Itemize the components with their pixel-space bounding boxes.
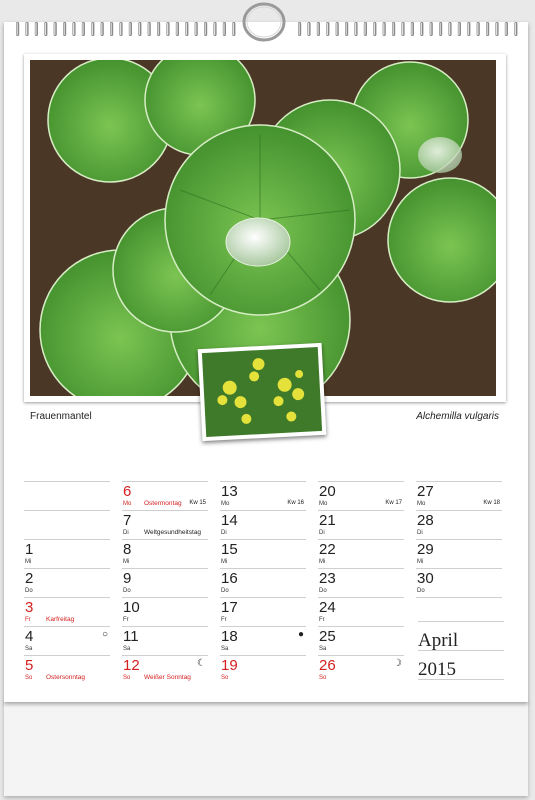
weekday-abbrev: Fr (123, 617, 129, 623)
calendar-week-label: Kw 18 (483, 500, 500, 506)
weekday-abbrev: Do (123, 588, 131, 594)
spiral-ring-highlight (355, 23, 356, 35)
calendar-day-cell (318, 655, 404, 685)
calendar-day-cell (220, 510, 306, 540)
calendar-week-label: Kw 15 (189, 500, 206, 506)
day-number: 21 (319, 512, 336, 529)
spiral-ring-highlight (374, 23, 375, 35)
calendar-day-cell (318, 510, 404, 540)
moon-new-icon: ● (297, 629, 304, 640)
day-number: 6 (123, 483, 132, 500)
day-number: 16 (221, 570, 238, 587)
calendar-day-cell (24, 539, 110, 569)
weekday-abbrev: Mo (221, 501, 230, 507)
weekday-abbrev: Di (221, 530, 227, 536)
spiral-ring-highlight (364, 23, 365, 35)
day-number: 15 (221, 541, 238, 558)
calendar-day-cell (24, 568, 110, 598)
day-number: 28 (417, 512, 434, 529)
weekday-abbrev: Mi (221, 559, 228, 565)
photo-caption-latin-name: Alchemilla vulgaris (416, 411, 499, 422)
spiral-ring-highlight (195, 23, 196, 35)
spiral-ring-highlight (327, 23, 328, 35)
calendar-day-cell (220, 481, 306, 511)
holiday-label: Ostersonntag (46, 674, 86, 681)
inset-flower-photo (198, 343, 327, 441)
day-number: 13 (221, 483, 238, 500)
spiral-ring-highlight (26, 23, 27, 35)
calendar-day-cell (318, 568, 404, 598)
holiday-label: Karfreitag (46, 616, 75, 623)
calendar-day-cell (416, 568, 502, 598)
day-number: 5 (25, 657, 34, 674)
weekday-abbrev: Mi (25, 559, 32, 565)
month-label: April (418, 630, 459, 651)
weekday-abbrev: So (25, 675, 33, 681)
day-number: 19 (221, 657, 238, 674)
calendar-day-cell (220, 539, 306, 569)
weekday-abbrev: Fr (221, 617, 227, 623)
day-number: 23 (319, 570, 336, 587)
weekday-abbrev: Do (25, 588, 33, 594)
spiral-ring-highlight (383, 23, 384, 35)
spiral-ring-highlight (214, 23, 215, 35)
spiral-ring-highlight (223, 23, 224, 35)
spiral-ring-highlight (449, 23, 450, 35)
spiral-ring-highlight (158, 23, 159, 35)
spiral-ring-highlight (505, 23, 506, 35)
spiral-ring-highlight (186, 23, 187, 35)
weekday-abbrev: Mo (123, 501, 132, 507)
spiral-ring-highlight (308, 23, 309, 35)
spiral-ring-highlight (120, 23, 121, 35)
weekday-abbrev: Di (319, 530, 325, 536)
calendar-day-cell (220, 655, 306, 685)
calendar-day-cell (318, 597, 404, 627)
calendar-day-cell (122, 510, 208, 540)
weekday-abbrev: Mo (417, 501, 426, 507)
weekday-abbrev: Do (417, 588, 425, 594)
spiral-ring-highlight (393, 23, 394, 35)
calendar-day-cell (122, 481, 208, 511)
weekday-abbrev: Do (221, 588, 229, 594)
day-number: 17 (221, 599, 238, 616)
spiral-ring-highlight (17, 23, 18, 35)
day-number: 10 (123, 599, 140, 616)
calendar-blank-cell (24, 510, 110, 540)
hanger-hook (240, 0, 288, 44)
calendar-day-cell (24, 626, 110, 656)
photo-caption-common-name: Frauenmantel (30, 411, 92, 422)
spiral-ring-highlight (73, 23, 74, 35)
day-number: 4 (25, 628, 34, 645)
calendar-day-cell (24, 597, 110, 627)
spiral-ring-highlight (421, 23, 422, 35)
day-number: 1 (25, 541, 34, 558)
spiral-ring-highlight (129, 23, 130, 35)
weekday-abbrev: Mi (123, 559, 130, 565)
day-number: 3 (25, 599, 34, 616)
year-label: 2015 (418, 659, 456, 680)
weekday-abbrev: Fr (25, 617, 31, 623)
day-number: 9 (123, 570, 132, 587)
calendar-day-cell (220, 597, 306, 627)
moon-first-icon: ☽ (393, 658, 402, 669)
calendar-week-label: Kw 17 (385, 500, 402, 506)
calendar-day-cell (416, 510, 502, 540)
spiral-ring-highlight (92, 23, 93, 35)
weekday-abbrev: Di (417, 530, 423, 536)
spiral-ring-highlight (233, 23, 234, 35)
year-separator (418, 650, 504, 651)
month-separator (418, 621, 504, 622)
spiral-ring-highlight (205, 23, 206, 35)
day-number: 8 (123, 541, 132, 558)
day-number: 20 (319, 483, 336, 500)
day-number: 24 (319, 599, 336, 616)
spiral-ring-highlight (430, 23, 431, 35)
spiral-ring-highlight (35, 23, 36, 35)
calendar-day-cell (122, 539, 208, 569)
day-number: 25 (319, 628, 336, 645)
weekday-abbrev: So (123, 675, 131, 681)
calendar-blank-cell (416, 597, 502, 627)
calendar-day-cell (122, 655, 208, 685)
calendar-day-cell (318, 481, 404, 511)
weekday-abbrev: Mi (417, 559, 424, 565)
weekday-abbrev: So (221, 675, 229, 681)
bottom-separator (418, 679, 504, 680)
calendar-day-cell (220, 626, 306, 656)
calendar-day-cell (122, 626, 208, 656)
spiral-ring-highlight (148, 23, 149, 35)
spiral-ring-highlight (402, 23, 403, 35)
calendar-day-cell (416, 481, 502, 511)
weekday-abbrev: So (319, 675, 327, 681)
weekday-abbrev: Sa (123, 646, 131, 652)
day-number: 29 (417, 541, 434, 558)
holiday-label: Ostermontag (144, 500, 182, 507)
calendar-day-cell (122, 568, 208, 598)
spiral-ring-highlight (496, 23, 497, 35)
day-number: 30 (417, 570, 434, 587)
calendar-blank-cell (24, 481, 110, 511)
spiral-ring-highlight (317, 23, 318, 35)
day-number: 12 (123, 657, 140, 674)
calendar-day-cell (220, 568, 306, 598)
spiral-ring-highlight (468, 23, 469, 35)
day-number: 14 (221, 512, 238, 529)
weekday-abbrev: Mo (319, 501, 328, 507)
holiday-label: Weißer Sonntag (144, 674, 191, 681)
spiral-ring-highlight (101, 23, 102, 35)
weekday-abbrev: Sa (25, 646, 33, 652)
spiral-ring-highlight (487, 23, 488, 35)
day-number: 22 (319, 541, 336, 558)
spiral-ring-highlight (54, 23, 55, 35)
weekday-abbrev: Sa (221, 646, 229, 652)
spiral-ring-highlight (45, 23, 46, 35)
weekday-abbrev: Mi (319, 559, 326, 565)
moon-full-icon: ○ (101, 629, 108, 640)
spiral-ring-highlight (82, 23, 83, 35)
calendar-day-cell (318, 626, 404, 656)
spiral-ring-highlight (515, 23, 516, 35)
calendar-day-cell (318, 539, 404, 569)
calendar-back-sheet (4, 700, 528, 796)
day-number: 11 (123, 628, 139, 645)
spiral-ring-highlight (176, 23, 177, 35)
day-number: 27 (417, 483, 434, 500)
calendar-day-cell (122, 597, 208, 627)
day-number: 7 (123, 512, 132, 529)
spiral-ring-highlight (64, 23, 65, 35)
spiral-ring-highlight (411, 23, 412, 35)
calendar-day-cell (416, 539, 502, 569)
spiral-ring-highlight (477, 23, 478, 35)
calendar-day-cell (24, 655, 110, 685)
spiral-ring-highlight (458, 23, 459, 35)
day-number: 2 (25, 570, 34, 587)
spiral-ring-highlight (336, 23, 337, 35)
day-number: 18 (221, 628, 238, 645)
spiral-ring-highlight (167, 23, 168, 35)
weekday-abbrev: Do (319, 588, 327, 594)
day-number: 26 (319, 657, 336, 674)
spiral-ring-highlight (346, 23, 347, 35)
calendar-week-label: Kw 16 (287, 500, 304, 506)
spiral-ring-highlight (299, 23, 300, 35)
spiral-ring-highlight (440, 23, 441, 35)
moon-last-icon: ☾ (197, 658, 206, 669)
weekday-abbrev: Fr (319, 617, 325, 623)
weekday-abbrev: Sa (319, 646, 327, 652)
spiral-ring-highlight (111, 23, 112, 35)
spiral-ring-highlight (139, 23, 140, 35)
weekday-abbrev: Di (123, 530, 129, 536)
holiday-label: Weltgesundheitstag (144, 529, 201, 536)
